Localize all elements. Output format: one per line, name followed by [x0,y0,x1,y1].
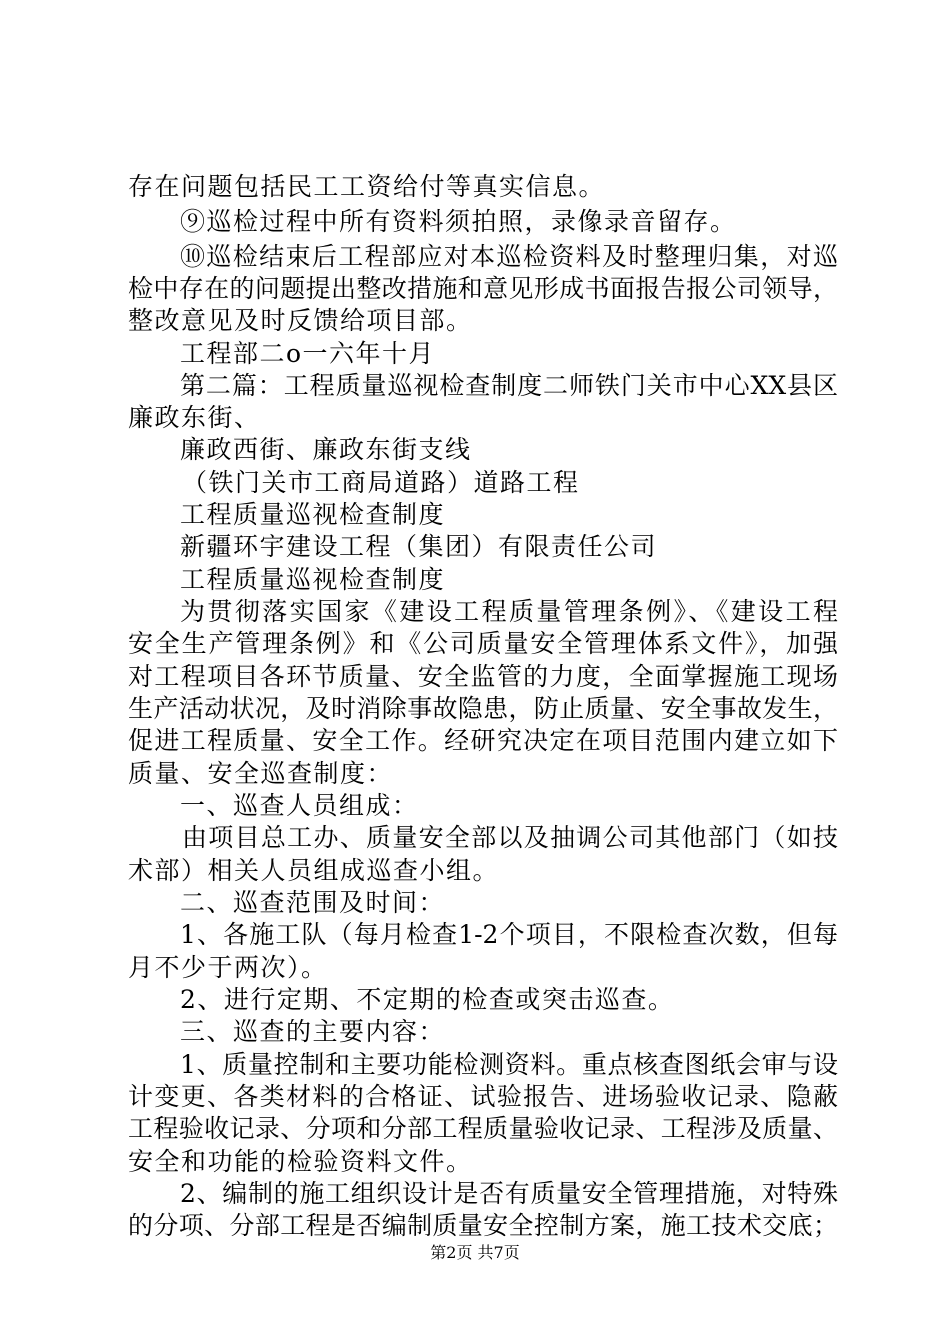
text-line: 1、各施工队（每月检查1-2个项目，不限检查次数，但每 [180,920,838,949]
text-line: 为贯彻落实国家《建设工程质量管理条例》、《建设工程 [180,597,838,626]
section-heading: 一、巡查人员组成： [180,791,419,820]
text-line: 对工程项目各环节质量、安全监管的力度，全面掌握施工现场 [128,662,838,691]
text-line: 计变更、各类材料的合格证、试验报告、进场验收记录、隐蔽 [128,1082,838,1111]
text-line: 的分项、分部工程是否编制质量安全控制方案，施工技术交底； [128,1211,838,1240]
text-line: 安全和功能的检验资料文件。 [128,1147,473,1176]
text-line: 由项目总工办、质量安全部以及抽调公司其他部门（如技 [182,823,838,852]
text-line: 质量、安全巡查制度： [128,759,394,788]
text-line: 整改意见及时反馈给项目部。 [128,306,473,335]
text-line: 术部）相关人员组成巡查小组。 [128,856,500,885]
text-line: 工程验收记录、分项和分部工程质量验收记录、工程涉及质量、 [128,1114,838,1143]
text-line: ⑩巡检结束后工程部应对本巡检资料及时整理归集，对巡 [180,242,838,271]
section-heading: 三、巡查的主要内容： [180,1017,446,1046]
text-line: 月不少于两次）。 [128,953,328,982]
text-line: 1、质量控制和主要功能检测资料。重点核查图纸会审与设 [180,1050,838,1079]
text-line: （铁门关市工商局道路）道路工程 [182,468,580,497]
text-line: 促进工程质量、安全工作。经研究决定在项目范围内建立如下 [128,726,838,755]
section-heading: 第二篇：工程质量巡视检查制度二师铁门关市中心XX县区 [180,371,838,400]
text-line: 生产活动状况，及时消除事故隐患，防止质量、安全事故发生， [128,694,838,723]
text-line: 存在问题包括民工工资给付等真实信息。 [128,172,606,201]
text-line: ⑨巡检过程中所有资料须拍照，录像录音留存。 [180,207,737,236]
signature-line: 工程部二o一六年十月 [180,339,436,368]
section-heading: 二、巡查范围及时间： [180,888,446,917]
text-line: 安全生产管理条例》和《公司质量安全管理体系文件》，加强 [128,629,838,658]
text-line: 2、编制的施工组织设计是否有质量安全管理措施，对特殊 [180,1179,838,1208]
text-line: 工程质量巡视检查制度 [180,565,446,594]
text-line: 工程质量巡视检查制度 [180,500,446,529]
text-line: 廉政西街、廉政东街支线 [180,435,472,464]
text-line: 廉政东街、 [128,403,261,432]
page-footer: 第2页 共7页 [430,1243,520,1262]
text-line: 检中存在的问题提出整改措施和意见形成书面报告报公司领导， [128,274,838,303]
text-line: 新疆环宇建设工程（集团）有限责任公司 [180,532,658,561]
text-line: 2、进行定期、不定期的检查或突击巡查。 [180,985,675,1014]
